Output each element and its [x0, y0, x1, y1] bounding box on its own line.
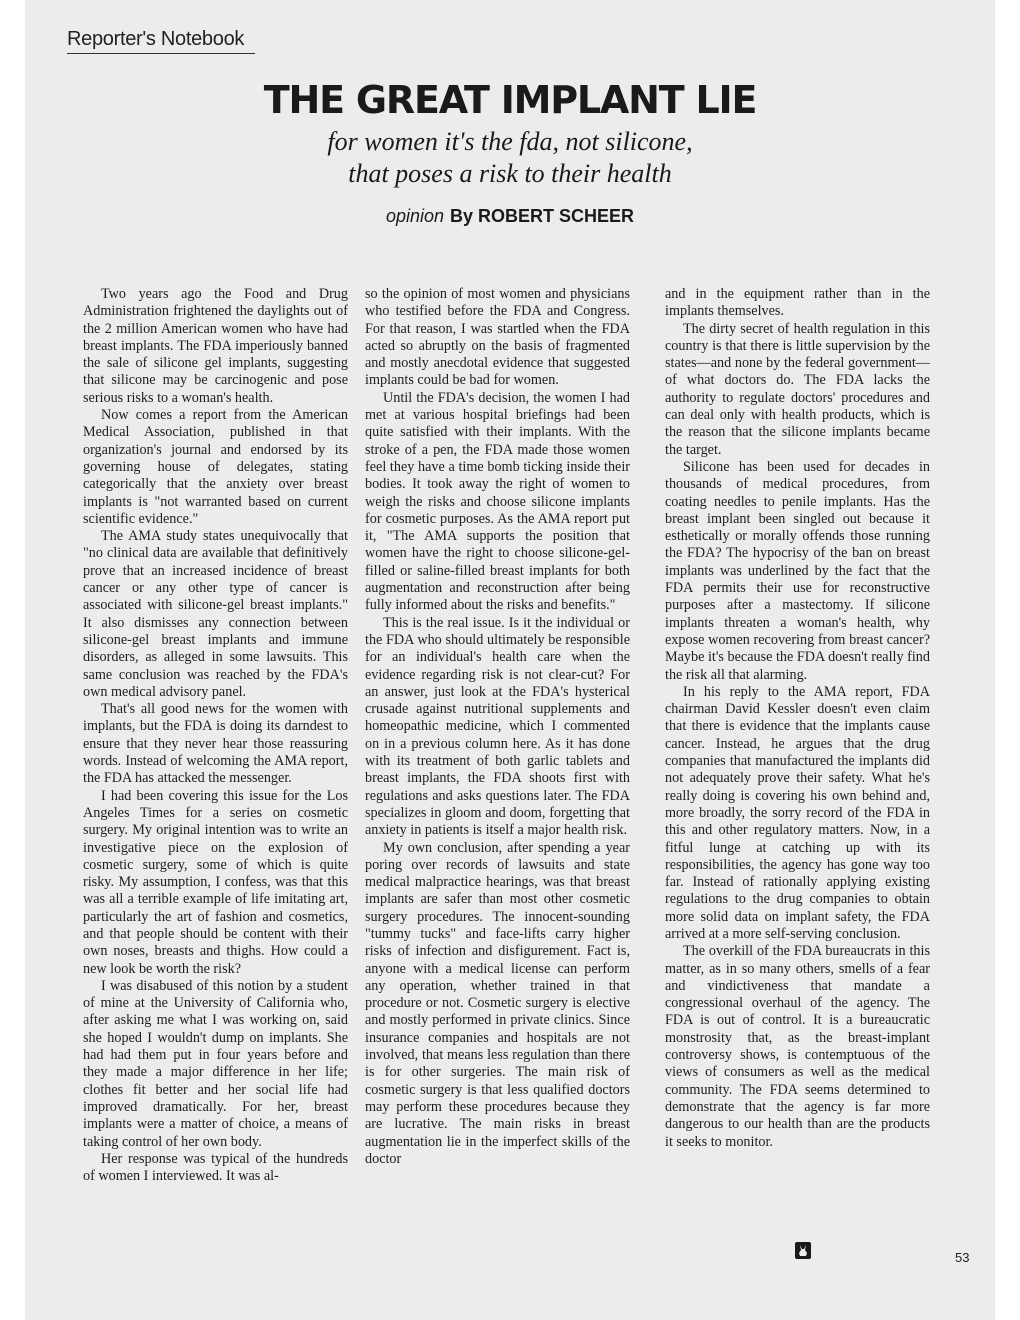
paragraph: That's all good news for the women with implants, but the FDA is doing its darndest to ensure that they never hear those reassuring words. Instead of welcoming the AMA report, the FDA has attacked the messenger. [83, 701, 348, 787]
paragraph: I had been covering this issue for the Los Angeles Times for a series on cosmetic surgery. My original intention was to write an investigative piece on the explosion of cosmetic surgery, some of which is quite risky. My assumption, I confess, was that this was all a terrible example of life imitating art, particularly the art of fashion and cosmetics, and that people should be content with their own noses, breasts and thighs. How could a new look be worth the risk? [83, 787, 348, 977]
dek [25, 126, 995, 190]
rabbit-logo-icon [795, 1242, 811, 1259]
paragraph: Two years ago the Food and Drug Administration frightened the daylights out of the 2 million American women who have had breast implants. The FDA imperiously banned the sale of silicone gel implants, suggesting that silicone may be carcinogenic and pose serious risks to a woman's health. [83, 286, 348, 406]
dek-line-2: that poses a risk to their health [348, 159, 672, 188]
byline-kind: opinion [385, 206, 445, 226]
paragraph: This is the real issue. Is it the individual or the FDA who should ultimately be responsible for an individual's health care when the evidence regarding risk is not clear-cut? For an answer, just look at the FDA's hysterical crusade against nutritional supplements and homeopathic medicine, which I commented on in a previous column here. As it has done with its treatment of both garlic tablets and breast implants, the FDA shoots first with regulations and asks questions later. The FDA specializes in gloom and doom, forgetting that anxiety in patients is itself a major health risk. [365, 614, 630, 839]
article-column-3 [665, 286, 930, 1151]
paragraph: In his reply to the AMA report, FDA chairman David Kessler doesn't even claim that there is evidence that the implants cause cancer. Instead, he argues that the drug companies that manufactured the implants did not adequately prove their safety. What he's really doing is covering his own behind and, more broadly, the sorry record of the FDA in this and other regulatory matters. Now, in a fitful lunge at catching up with its responsibilities, the agency has gone way too far. Instead of rationally applying existing regulations to the drug companies to obtain more solid data on implant safety, the FDA arrived at a more self-serving conclusion. [665, 683, 930, 942]
page-number: 53 [955, 1250, 970, 1265]
paragraph: I was disabused of this notion by a student of mine at the University of California who, after asking me what I was working on, said she hoped I wouldn't dump on implants. She had had them put in four years before and they made a major difference in her life; clothes fit better and her social life had improved dramatically. For her, breast implants were a matter of choice, a means of taking control of her own body. [83, 977, 348, 1150]
section-label: Reporter's Notebook [67, 28, 245, 50]
paragraph: Her response was typical of the hundreds of women I interviewed. It was al- [83, 1150, 348, 1185]
paragraph: Until the FDA's decision, the women I had met at various hospital briefings had been quite satisfied with their implants. With the stroke of a pen, the FDA made those women feel they have a time bomb ticking inside their bodies. It took away the right of women to weigh the risks and choose silicone implants for cosmetic purposes. As the AMA report put it, "The AMA supports the position that women have the right to choose silicone-gel-filled or saline-filled breast implants for both augmentation and reconstruction after being fully informed about the risks and benefits." [365, 389, 630, 614]
paragraph: The AMA study states unequivocally that "no clinical data are available that definitively prove that an increased incidence of breast cancer or any other type of cancer is associated with silicone-gel breast implants." It also dismisses any connection between silicone-gel breast implants and immune disorders, as alleged in some lawsuits. This same conclusion was reached by the FDA's own medical advisory panel. [83, 528, 348, 700]
magazine-page [25, 0, 995, 1320]
dek-line-1: for women it's the fda, not silicone, [327, 127, 693, 156]
section-underline [67, 53, 255, 54]
paragraph: My own conclusion, after spending a year poring over records of lawsuits and state medical malpractice hearings, was that breast implants are safer than most other cosmetic surgery procedures. The innocent-sounding "tummy tucks" and face-lifts carry higher risks of infection and disfigurement. Fact is, anyone with a medical license can perform any operation, whether trained in that procedure or not. Cosmetic surgery is elective and mostly performed in private clinics. Since insurance companies and hospitals are not involved, that means less regulation than there is for other surgeries. The main risk of cosmetic surgery is that less qualified doctors may perform these procedures because they are lucrative. The main risks in breast augmentation lie in the imperfect skills of the doctor [365, 839, 630, 1167]
article-column-2 [365, 286, 630, 1168]
byline [25, 206, 995, 227]
paragraph: Silicone has been used for decades in thousands of medical procedures, from coating needles to penile implants. Has the breast implant been singled out because it esthetically or morally offends those running the FDA? The hypocrisy of the ban on breast implants was underlined by the fact that the FDA permits their use for reconstructive purposes after a mastectomy. If silicone implants threaten a woman's health, why expose women recovering from breast cancer? Maybe it's because the FDA doesn't really find the risk all that alarming. [665, 458, 930, 683]
paragraph: so the opinion of most women and physicians who testified before the FDA and Congress. For that reason, I was startled when the FDA acted so abruptly on the basis of fragmented and mostly anecdotal evidence that suggested implants could be bad for women. [365, 286, 630, 389]
paragraph: The dirty secret of health regulation in this country is that there is little supervision by the states—and none by the federal government—of what doctors do. The FDA lacks the authority to regulate doctors' procedures and can deal only with health products, which is the reason that the silicone implants became the target. [665, 320, 930, 458]
article-column-1 [83, 286, 348, 1185]
headline: THE GREAT IMPLANT LIE [263, 78, 757, 122]
paragraph: The overkill of the FDA bureaucrats in this matter, as in so many others, smells of a fear and vindictiveness that mandate a congressional overhaul of the agency. The FDA is out of control. It is a bureaucratic monstrosity that, as the breast-implant controversy shows, is contemptuous of the views of consumers as well as the medical community. The FDA seems determined to demonstrate that the agency is far more dangerous to our health than are the products it seeks to monitor. [665, 943, 930, 1150]
paragraph: and in the equipment rather than in the implants themselves. [665, 286, 930, 320]
paragraph: Now comes a report from the American Medical Association, published in that organization's journal and endorsed by its governing house of delegates, stating categorically that the anxiety over breast implants is "not warranted based on current scientific evidence." [83, 407, 348, 527]
byline-author: By ROBERT SCHEER [450, 206, 635, 226]
